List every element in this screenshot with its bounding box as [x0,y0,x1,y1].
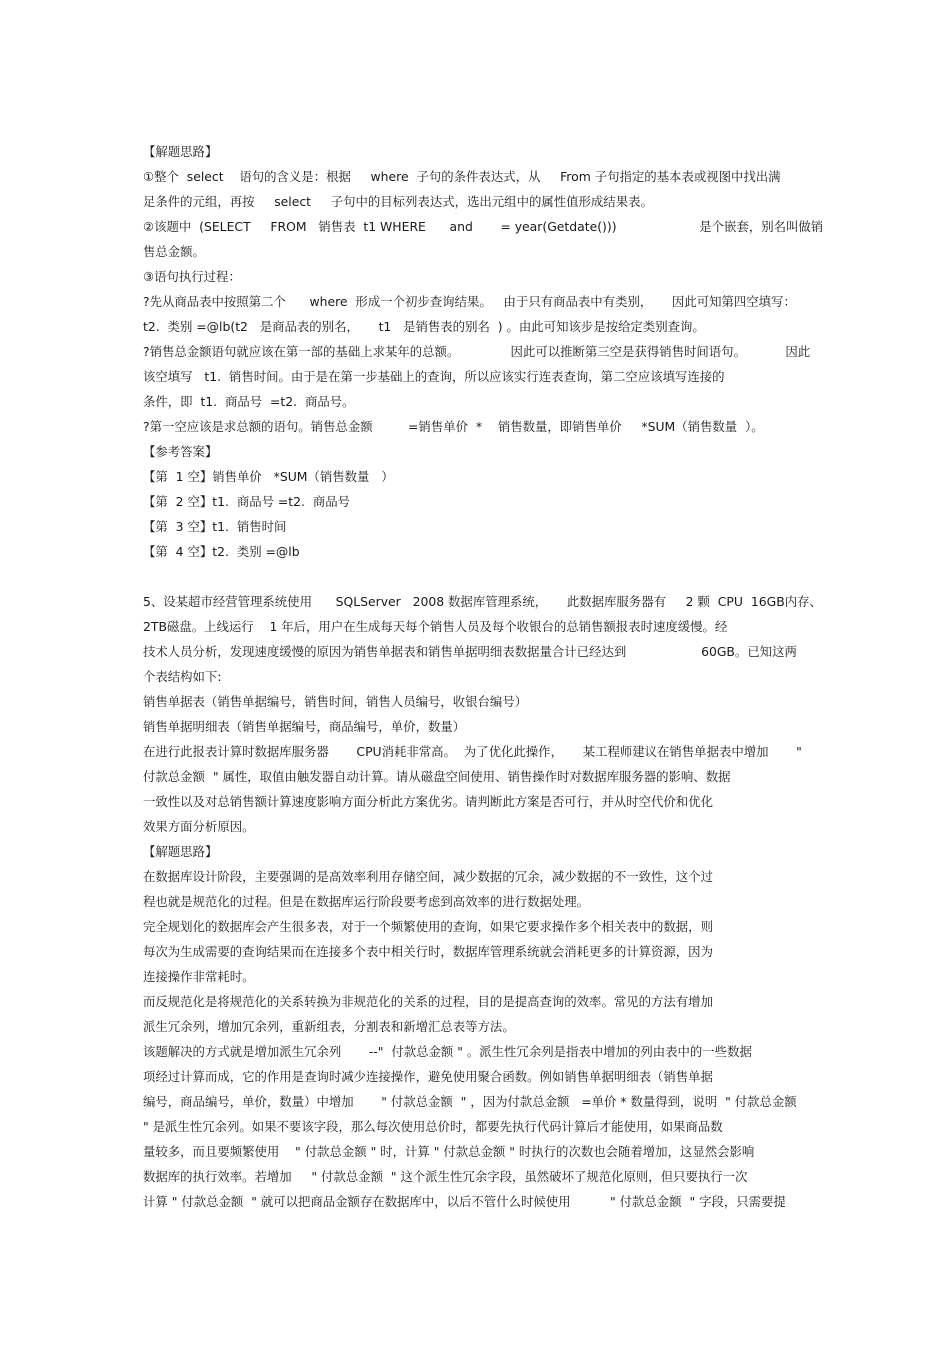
text-line: 项经过计算而成，它的作用是查询时减少连接操作，避免使用聚合函数。例如销售单据明细表（销售单据 [143,1069,713,1084]
text-line: 【解题思路】 [143,144,218,159]
question-line: 效果方面分析原因。 [143,819,255,834]
text-line: 足条件的元组，再按 select 子句中的目标列表达式，选出元组中的属性值形成结果表。 [143,194,653,209]
text-line: 每次为生成需要的查询结果而在连接多个表中相关行时，数据库管理系统就会消耗更多的计算资源，因为 [143,944,713,959]
question-line: 5、设某超市经营管理系统使用 SQLServer 2008 数据库管理系统， 此数据库服务器有 2 颗 CPU 16GB内存、 [143,594,822,609]
text-line: ③语句执行过程： [143,269,241,284]
text-line: ①整个 select 语句的含义是：根据 where 子句的条件表达式，从 From 子句指定的基本表或视图中找出满 [143,169,781,184]
text-line: 而反规范化是将规范化的关系转换为非规范化的关系的过程，目的是提高查询的效率。常见的方法有增加 [143,994,713,1009]
question-line: 销售单据表（销售单据编号，销售时间，销售人员编号，收银台编号） [143,694,528,709]
section-heading: 【解题思路】 [143,844,218,859]
text-line: 计算 " 付款总金额 " 就可以把商品金额存在数据库中，以后不管什么时候使用 " 付款总金额 " 字段，只需要提 [143,1194,786,1209]
text-line: 该空填写 t1. 销售时间。由于是在第一步基础上的查询，所以应该实行连表查询，第二空应该填写连接的 [143,369,725,384]
answer-line: 【第 2 空】t1. 商品号 =t2. 商品号 [143,494,351,509]
text-line: 条件，即 t1. 商品号 =t2. 商品号。 [143,394,355,409]
question-line: 技术人员分析，发现速度缓慢的原因为销售单据表和销售单据明细表数据量合计已经达到 60GB。已知这两 [143,644,797,659]
text-line: 量较多，而且要频繁使用 " 付款总金额 " 时，计算 " 付款总金额 " 时执行的次数也会随着增加，这显然会影响 [143,1144,755,1159]
text-line: 该题解决的方式就是增加派生冗余列 --" 付款总金额 " 。派生性冗余列是指表中增加的列由表中的一些数据 [143,1044,752,1059]
answer-line: 【第 3 空】t1. 销售时间 [143,519,287,534]
section-heading: 【参考答案】 [143,444,218,459]
text-line: 派生冗余列，增加冗余列，重新组表，分割表和新增汇总表等方法。 [143,1019,515,1034]
question-line: 2TB磁盘。上线运行 1 年后，用户在生成每天每个销售人员及每个收银台的总销售额报表时速度缓慢。经 [143,619,728,634]
answer-line: 【第 1 空】销售单价 *SUM（销售数量 ） [143,469,394,484]
text-line: t2. 类别 =@lb(t2 是商品表的别名， t1 是销售表的别名 ) 。由此可知该步是按给定类别查询。 [143,319,705,334]
answer-line: 【第 4 空】t2. 类别 =@lb [143,544,300,559]
question-line: 销售单据明细表（销售单据编号，商品编号，单价，数量） [143,719,466,734]
text-line: 售总金额。 [143,244,205,259]
text-line: 完全规划化的数据库会产生很多表，对于一个频繁使用的查询，如果它要求操作多个相关表中的数据，则 [143,919,713,934]
text-line: 数据库的执行效率。若增加 " 付款总金额 " 这个派生性冗余字段，虽然破坏了规范化原则，但只要执行一次 [143,1169,748,1184]
question-line: 在进行此报表计算时数据库服务器 CPU消耗非常高。 为了优化此操作， 某工程师建议在销售单据表中增加 " [143,744,802,759]
question-line: 一致性以及对总销售额计算速度影响方面分析此方案优劣。请判断此方案是否可行，并从时空代价和优化 [143,794,713,809]
question-line: 付款总金额 " 属性，取值由触发器自动计算。请从磁盘空间使用、销售操作时对数据库服务器的影响、数据 [143,769,731,784]
text-line: ②该题中 (SELECT FROM 销售表 t1 WHERE and = year(Getdate())) 是个嵌套，别名叫做销 [143,219,824,234]
text-line: 连接操作非常耗时。 [143,969,255,984]
text-line: ?第一空应该是求总额的语句。销售总金额 =销售单价 * 销售数量，即销售单价 *SUM（销售数量 ）。 [143,419,764,434]
text-line: 编号，商品编号，单价，数量）中增加 " 付款总金额 " ，因为付款总金额 =单价 * 数量得到，说明 " 付款总金额 [143,1094,797,1109]
text-line: 在数据库设计阶段，主要强调的是高效率利用存储空间，减少数据的冗余，减少数据的不一致性，这个过 [143,869,713,884]
question-line: 个表结构如下: [143,669,222,684]
text-line: ?销售总金额语句就应该在第一部的基础上求某年的总额。 因此可以推断第三空是获得销售时间语句。 因此 [143,344,811,359]
text-line: ?先从商品表中按照第二个 where 形成一个初步查询结果。 由于只有商品表中有类别， 因此可知第四空填写： [143,294,796,309]
text-line: 程也就是规范化的过程。但是在数据库运行阶段要考虑到高效率的进行数据处理。 [143,894,590,909]
text-line: " 是派生性冗余列。如果不要该字段，那么每次使用总价时，都要先执行代码计算后才能使用，如果商品数 [143,1119,723,1134]
